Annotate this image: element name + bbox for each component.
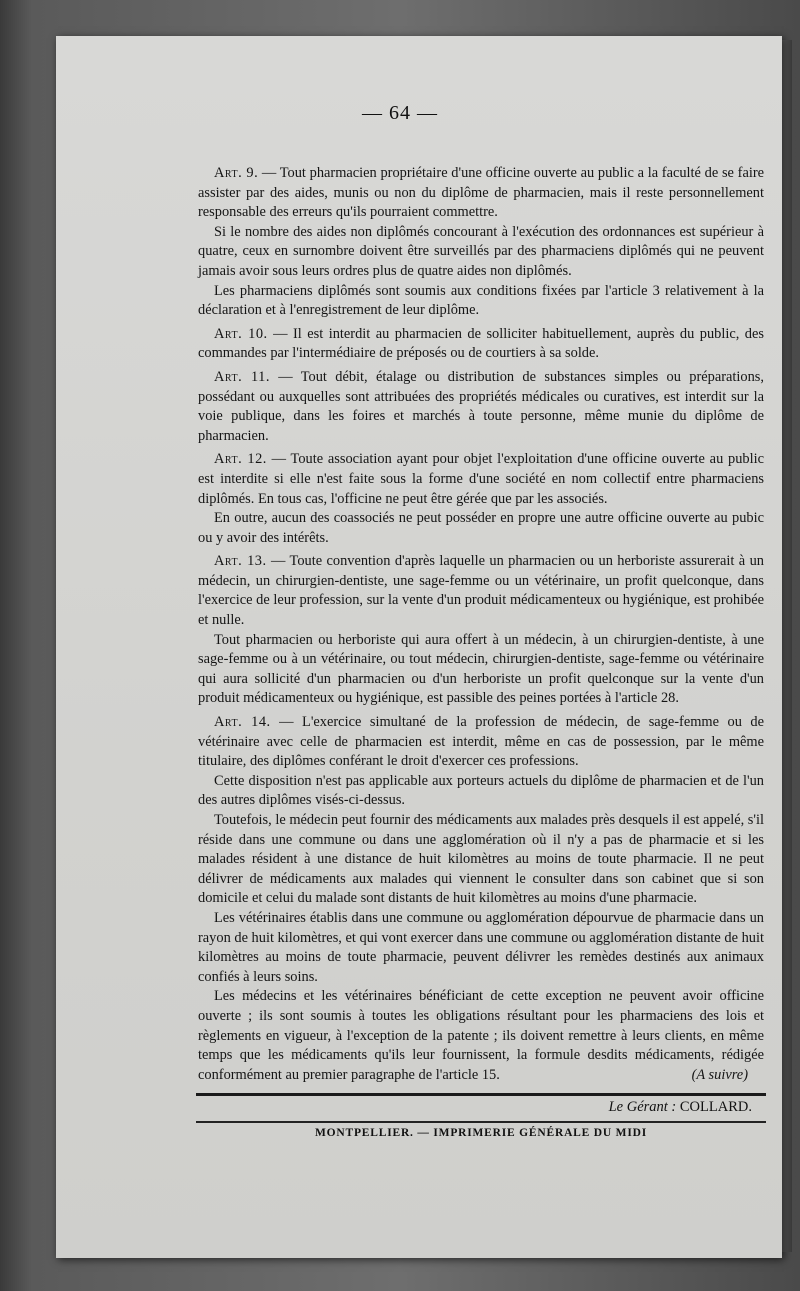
gerant-name: COLLARD. — [679, 1099, 752, 1115]
paragraph-text: Cette disposition n'est pas applicable aux porteurs actuels du diplôme de pharmacien et de l'un des autres diplômes visés-ci-dessus. — [198, 772, 764, 809]
article-label: Art. 13. — [214, 553, 267, 570]
paragraph-art-11 — [198, 368, 764, 446]
paragraph-text: Les médecins et les vétérinaires bénéficiant de cette exception ne peuvent avoir officine ouverte ; ils sont soumis à toutes les obligations résultant pour les pharmaciens des lois et règlements en vigueur, à l'exception de la patente ; ils doivent remettre à leurs clients, en même temps que les médicaments qu'ils leur fournissent, la formule desdits médicaments, rédigée conformément au premier paragraphe de l'article 15. — [198, 988, 764, 1083]
page-number: — 64 — — [362, 102, 438, 124]
footer-rule-thick — [196, 1093, 766, 1096]
paragraph-text: Tout pharmacien ou herboriste qui aura offert à un médecin, à un chirurgien-dentiste, à une sage-femme ou à un vétérinaire, ou tout médecin, chirurgien-dentiste, sage-femme ou vétérinaire qui aura sollicité d'un pharmacien ou d'un herboriste un profit quelconque sur la vente d'un produit médicamenteux ou hygiénique, est passible des peines portées à l'article 28. — [198, 631, 764, 707]
article-body — [198, 160, 764, 1085]
paragraph-text: Toutefois, le médecin peut fournir des médicaments aux malades près desquels il est appelé, s'il réside dans une commune ou dans une agglomération où il n'y a pas de pharmacie et si les malades résident à une distance de huit kilomètres au moins de toute pharmacie. Il ne peut délivrer de médicaments aux malades qui viennent le consulter dans son cabinet que si son domicile et celui du malade sont distants de huit kilomètres au moins d'une pharmacie. — [198, 812, 764, 907]
paragraph-text: Les pharmaciens diplômés sont soumis aux conditions fixées par l'article 3 relativement à la déclaration et à l'enregistrement de leur diplôme. — [198, 282, 764, 319]
paragraph — [198, 223, 764, 282]
article-label: Art. 14. — [214, 714, 271, 731]
footer-rule-thin — [196, 1121, 766, 1123]
paragraph — [198, 772, 764, 811]
paragraph-art-10 — [198, 325, 764, 364]
paragraph — [198, 631, 764, 709]
paragraph-art-12 — [198, 450, 764, 509]
gerant-line — [196, 1099, 752, 1116]
article-label: Art. 12. — [214, 451, 267, 468]
paragraph-text: — Tout débit, étalage ou distribution de substances simples ou préparations, possédant ou auxquelles sont attribuées des propriétés médicales ou curatives, est interdit sur la voie publique, dans les foires et marchés à toute personne, même munie du diplôme de pharmacien. — [198, 368, 764, 444]
paragraph-text: — Il est interdit au pharmacien de solliciter habituellement, auprès du public, des commandes par l'intermédiaire de préposés ou de courtiers à sa solde. — [198, 325, 764, 362]
paragraph — [198, 811, 764, 909]
paragraph-text: En outre, aucun des coassociés ne peut posséder en propre une autre officine ouverte au pubic ou y avoir des intérêts. — [198, 510, 764, 546]
paragraph-art-9 — [198, 164, 764, 223]
to-be-continued: (A suivre) — [691, 1066, 748, 1083]
paragraph-text: — Toute convention d'après laquelle un pharmacien ou un herboriste assurerait à un médecin, un chirurgien-dentiste, une sage-femme ou un vétérinaire, un profit quelconque, dans l'exercice de leur profession, sur la vente d'un produit médicamenteux ou hygiénique, est prohibée et nulle. — [198, 553, 764, 629]
printer-imprint: MONTPELLIER. — IMPRIMERIE GÉNÉRALE DU MIDI — [315, 1127, 647, 1139]
paragraph-text: — L'exercice simultané de la profession de médecin, de sage-femme ou de vétérinaire avec celle de pharmacien est interdit, même en cas de possession, par le même titulaire, des diplômes conférant le droit d'exercer ces professions. — [198, 714, 764, 770]
article-label: Art. 10. — [214, 325, 268, 342]
article-label: Art. 9. — [214, 165, 259, 181]
paragraph-art-14 — [198, 713, 764, 772]
paragraph — [198, 909, 764, 987]
paragraph — [198, 987, 764, 1085]
gerant-label: Le Gérant : — [608, 1099, 677, 1115]
paragraph-text: Si le nombre des aides non diplômés concourant à l'exécution des ordonnances est supérieur à quatre, ceux en surnombre doivent être surveillés par des pharmaciens diplômés qui ne peuvent jamais avoir sous leurs ordres plus de quatre aides non diplômés. — [198, 223, 764, 279]
paragraph-text: — Tout pharmacien propriétaire d'une officine ouverte au public a la faculté de se faire assister par des aides, munis ou non du diplôme de pharmacien, mais il reste personnellement responsable des erreurs qu'ils pourraient commettre. — [198, 165, 765, 221]
paragraph — [198, 509, 764, 548]
paragraph-text: — Toute association ayant pour objet l'exploitation d'une officine ouverte au public est interdite si elle n'est faite sous la forme d'une société en nom collectif entre pharmaciens diplômés. En tous cas, l'officine ne peut être gérée que par les associés. — [198, 451, 764, 507]
article-label: Art. 11. — [214, 368, 270, 385]
paragraph-text: Les vétérinaires établis dans une commune ou agglomération dépourvue de pharmacie dans un rayon de huit kilomètres, et qui vont exercer dans une commune ou agglomération distante de huit kilomètres au moins de toute pharmacie, peuvent délivrer les remèdes destinés aux animaux confiés à leurs soins. — [198, 909, 764, 985]
paragraph-art-13 — [198, 552, 764, 630]
paragraph — [198, 282, 764, 321]
